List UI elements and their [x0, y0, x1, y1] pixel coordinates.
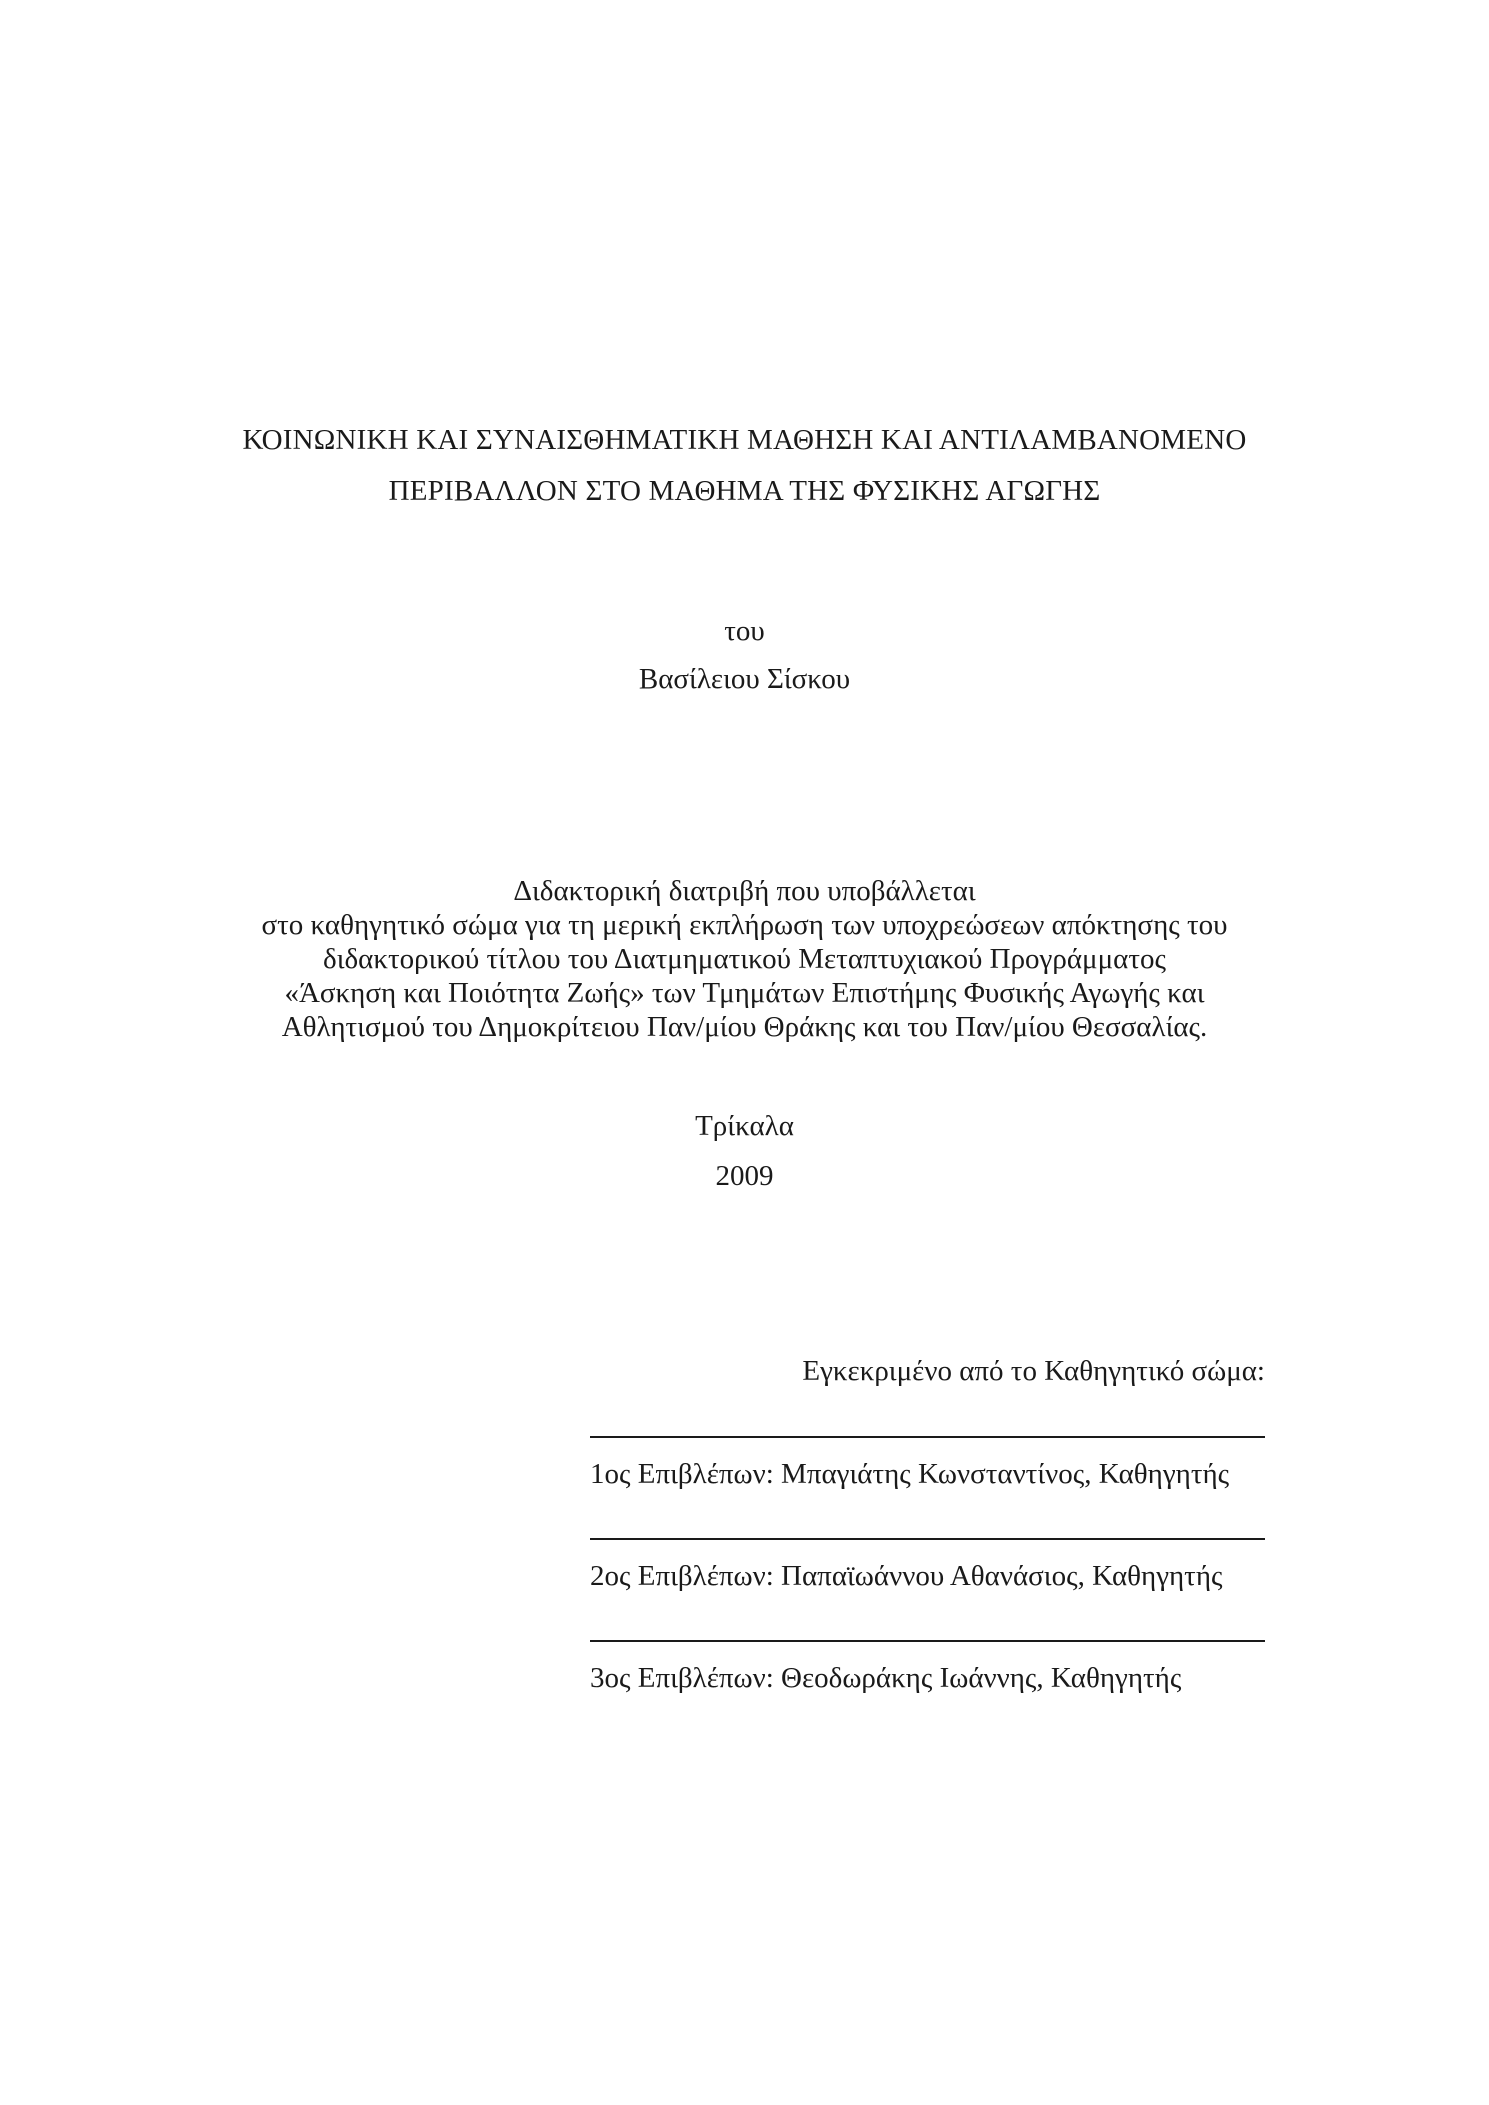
- description-line-3: διδακτορικού τίτλου του Διατμηματικού Μεταπτυχιακού Προγράμματος: [323, 943, 1166, 975]
- description-line-4: «Άσκηση και Ποιότητα Ζωής» των Τμημάτων Επιστήμης Φυσικής Αγωγής και: [284, 977, 1205, 1009]
- author-name: Βασίλειου Σίσκου: [638, 663, 851, 695]
- thesis-title-line-2: ΠΕΡΙΒΑΛΛΟΝ ΣΤΟ ΜΑΘΗΜΑ ΤΗΣ ΦΥΣΙΚΗΣ ΑΓΩΓΗΣ: [388, 475, 1101, 507]
- year: 2009: [715, 1160, 774, 1192]
- description-line-1: Διδακτορική διατριβή που υποβάλλεται: [513, 875, 976, 907]
- signature-line-2: [590, 1538, 1265, 1540]
- author-prefix: του: [724, 615, 765, 647]
- supervisor-2: 2ος Επιβλέπων: Παπαϊωάννου Αθανάσιος, Καθηγητής: [590, 1560, 1223, 1592]
- signature-line-1: [590, 1436, 1265, 1438]
- thesis-title-line-1: ΚΟΙΝΩΝΙΚΗ ΚΑΙ ΣΥΝΑΙΣΘΗΜΑΤΙΚΗ ΜΑΘΗΣΗ ΚΑΙ ΑΝΤΙΛΑΜΒΑΝΟΜΕΝΟ: [242, 424, 1247, 456]
- description-line-2: στο καθηγητικό σώμα για τη μερική εκπλήρωση των υποχρεώσεων απόκτησης του: [261, 909, 1228, 941]
- supervisor-3: 3ος Επιβλέπων: Θεοδωράκης Ιωάννης, Καθηγητής: [590, 1662, 1182, 1694]
- place: Τρίκαλα: [695, 1110, 794, 1142]
- supervisor-1: 1ος Επιβλέπων: Μπαγιάτης Κωνσταντίνος, Καθηγητής: [590, 1458, 1230, 1490]
- approval-heading: Εγκεκριμένο από το Καθηγητικό σώμα:: [802, 1355, 1265, 1387]
- description-line-5: Αθλητισμού του Δημοκρίτειου Παν/μίου Θράκης και του Παν/μίου Θεσσαλίας.: [281, 1011, 1208, 1043]
- signature-line-3: [590, 1640, 1265, 1642]
